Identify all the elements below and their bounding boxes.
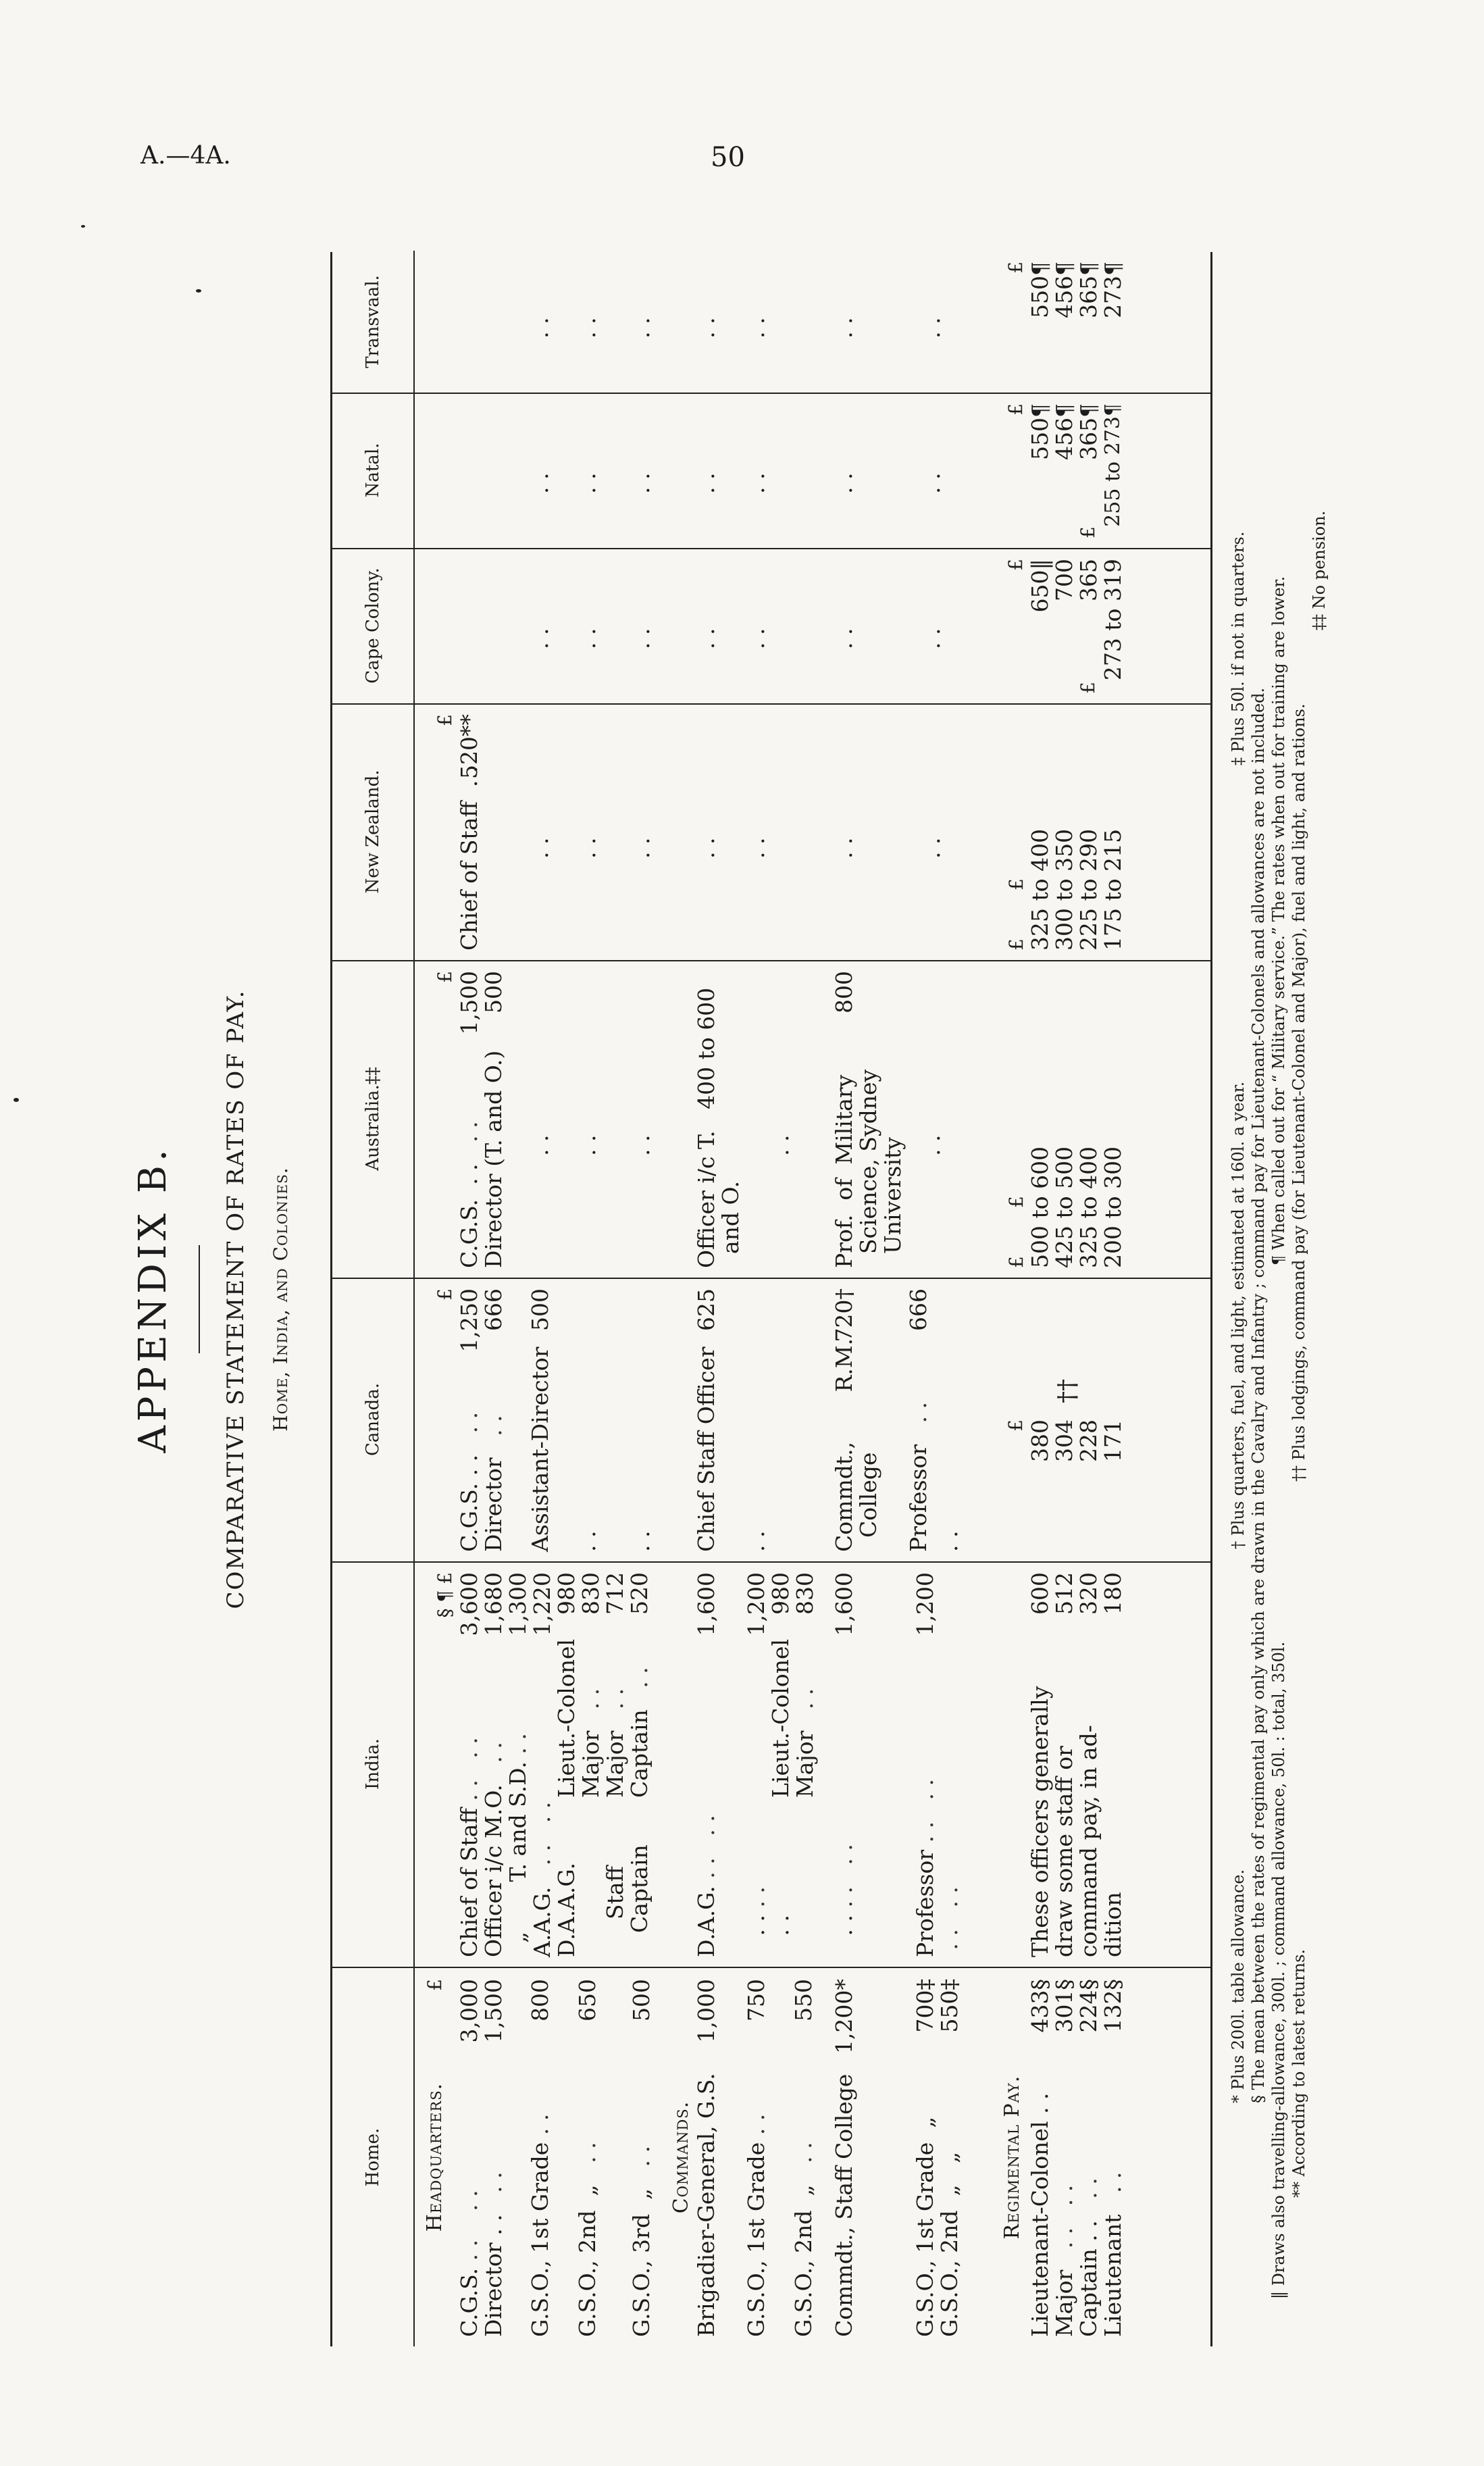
scan-speck xyxy=(14,1098,19,1102)
home-row-brigadier: Brigadier-General, G.S. xyxy=(693,2073,719,2337)
canada-value-chief-staff: 625 xyxy=(693,1288,719,1331)
home-row-gso3: G.S.O., 3rd „ . . xyxy=(628,2145,655,2337)
australia-row-blank1: . . xyxy=(527,1134,553,1156)
column-natal xyxy=(332,393,1210,549)
home-value-commdt: 1,200* xyxy=(831,1979,857,2054)
india-row-aag: A.A.G. . . . . xyxy=(529,1801,555,1957)
canada-row-cgs: C.G.S. . . . . xyxy=(456,1411,482,1552)
canada-row-college: College xyxy=(855,1452,881,1552)
india-value-cmd2-major: 830 xyxy=(792,1572,818,1615)
rates-of-pay-table xyxy=(330,252,1212,2346)
india-value-professor: 1,200 xyxy=(912,1572,938,1636)
transvaal-reg-currency: £ xyxy=(1004,261,1027,274)
canada-row-asst-director: Assistant-Director xyxy=(527,1347,553,1552)
column-header-transvaal: Transvaal. xyxy=(332,251,415,393)
india-sub-daag-ltcol: Lieut.-Colonel xyxy=(553,1638,580,1798)
india-value-cmd2-ltcol: 980 xyxy=(767,1572,794,1615)
australia-currency: £ xyxy=(434,971,456,983)
india-value-staff-captain: 520 xyxy=(626,1572,653,1615)
new-zealand-value-chief: 520** xyxy=(456,714,482,779)
india-sub-cmd2-ltcol: Lieut.-Colonel xyxy=(767,1638,794,1798)
india-currency: § ¶ £ xyxy=(434,1572,456,1618)
new-zealand-reg-value-ltcol: 325 to 400 xyxy=(1027,828,1053,951)
home-row-director: Director . . . . xyxy=(480,2171,507,2337)
new-zealand-row-chief: Chief of Staff . . xyxy=(456,765,482,951)
section-headquarters: Headquarters. xyxy=(423,2082,446,2232)
canada-value-commdt: 720† xyxy=(831,1288,857,1342)
canada-row-commdt: Commdt., R.M. xyxy=(831,1338,857,1552)
natal-reg-value-major: 456¶ xyxy=(1051,403,1077,460)
canada-value-cgs: 1,250 xyxy=(456,1288,482,1353)
column-header-canada: Canada. xyxy=(332,1278,415,1561)
column-canada xyxy=(332,1278,1210,1563)
column-australia xyxy=(332,960,1210,1279)
home-value-gso1: 800 xyxy=(527,1979,553,2021)
natal-row-blank6: . . xyxy=(831,472,857,494)
home-value-lieutenant: 132§ xyxy=(1100,1979,1126,2033)
column-header-new-zealand: New Zealand. xyxy=(332,703,415,960)
home-value-director: 1,500 xyxy=(480,1979,507,2043)
canada-reg-mark: †† xyxy=(1054,1379,1081,1403)
new-zealand-row-blank5: . . xyxy=(743,837,769,859)
home-row-gso2: G.S.O., 2nd „ . . xyxy=(574,2142,600,2337)
australia-reg-value-ltcol: 500 to 600 xyxy=(1027,1146,1053,1268)
natal-row-blank1: . . xyxy=(527,472,553,494)
india-regimental-note-3: command pay, in ad- xyxy=(1075,1725,1102,1957)
new-zealand-row-blank6: . . xyxy=(831,837,857,859)
australia-row-and-o: and O. xyxy=(717,1180,744,1268)
canada-row-professor: Professor . . xyxy=(905,1401,931,1552)
home-value-sc-gso2: 550‡ xyxy=(936,1979,963,2033)
cape-reg-value-captain: 365 xyxy=(1075,559,1102,601)
india-row-dag: D.A.G. . . . . xyxy=(693,1815,719,1957)
heading-rule xyxy=(199,1245,200,1353)
new-zealand-reg-value-lieutenant: 175 to 215 xyxy=(1100,828,1126,951)
india-row-daag: D.A.A.G. xyxy=(553,1862,580,1957)
home-row-ltcol: Lieutenant-Colonel . . xyxy=(1027,2092,1053,2337)
appendix-heading: APPENDIX B. xyxy=(131,1145,175,1453)
natal-reg-currency-2: £ xyxy=(1077,526,1099,538)
transvaal-row-blank5: . . xyxy=(743,317,769,338)
canada-row-blank4: . . xyxy=(936,1530,963,1552)
footnote-1: * Plus 200l. table allowance. xyxy=(1229,1869,1248,2103)
india-value-commdt: 1,600 xyxy=(831,1572,857,1636)
home-row-major: Major . . . . xyxy=(1051,2184,1077,2337)
home-value-major: 301§ xyxy=(1051,1979,1077,2033)
new-zealand-row-blank2: . . xyxy=(574,837,600,859)
home-row-gso1: G.S.O., 1st Grade . . xyxy=(527,2113,553,2337)
canada-reg-value-ltcol: 380 xyxy=(1027,1419,1053,1462)
column-header-natal: Natal. xyxy=(332,393,415,548)
australia-row-blank4: . . xyxy=(767,1134,794,1156)
column-cape-colony xyxy=(332,548,1210,705)
new-zealand-row-blank1: . . xyxy=(527,837,553,859)
india-sub-staff-major: Major . . xyxy=(602,1688,628,1798)
new-zealand-reg-value-major: 300 to 350 xyxy=(1051,828,1077,951)
cape-row-blank7: . . xyxy=(919,628,945,649)
cape-reg-value-major: 700 xyxy=(1051,559,1077,601)
footnote-8: †† Plus lodgings, command pay (for Lieutenant-Colonel and Major), fuel and light, and rations. xyxy=(1289,703,1308,1482)
india-sub-staff-captain: Captain . . xyxy=(626,1667,653,1798)
australia-value-director: 500 xyxy=(480,971,507,1013)
canada-reg-value-captain: 228 xyxy=(1075,1419,1102,1462)
transvaal-reg-value-captain: 365¶ xyxy=(1075,261,1102,318)
natal-row-blank4: . . xyxy=(693,472,719,494)
cape-row-blank1: . . xyxy=(527,628,553,649)
india-value-tsd: 1,300 xyxy=(505,1572,531,1636)
transvaal-reg-value-major: 456¶ xyxy=(1051,261,1077,318)
home-value-cmd-gso1: 750 xyxy=(743,1979,769,2021)
natal-row-blank3: . . xyxy=(628,472,655,494)
footnote-3: ‡ Plus 50l. if not in quarters. xyxy=(1229,531,1248,765)
column-header-india: India. xyxy=(332,1561,415,1967)
transvaal-row-blank4: . . xyxy=(693,317,719,338)
cape-row-blank6: . . xyxy=(831,628,857,649)
india-regimental-note-4: dition xyxy=(1100,1892,1126,1957)
cape-reg-value-ltcol: 650‖ xyxy=(1027,559,1053,613)
home-row-cmd-gso2: G.S.O., 2nd „ . . xyxy=(790,2142,817,2337)
canada-value-director: 666 xyxy=(480,1288,507,1331)
india-value-daag-ltcol: 980 xyxy=(553,1572,580,1615)
column-transvaal xyxy=(332,251,1210,394)
india-row-blank: . . . . xyxy=(936,1886,963,1957)
transvaal-reg-value-ltcol: 550¶ xyxy=(1027,261,1053,318)
cape-reg-currency-2: £ xyxy=(1077,682,1099,694)
new-zealand-row-blank7: . . xyxy=(919,837,945,859)
home-currency: £ xyxy=(424,1979,446,1991)
australia-reg-value-lieutenant: 200 to 300 xyxy=(1100,1146,1126,1268)
column-header-australia: Australia.‡‡ xyxy=(332,960,415,1278)
home-row-cgs: C.G.S. . . . . xyxy=(456,2190,482,2337)
home-row-sc-gso1: G.S.O., 1st Grade „ xyxy=(912,2116,938,2337)
natal-reg-currency: £ xyxy=(1004,403,1027,416)
home-row-cmd-gso1: G.S.O., 1st Grade . . xyxy=(743,2113,769,2337)
footnote-9: ‡‡ No pension. xyxy=(1310,510,1329,630)
page-number: 50 xyxy=(711,142,745,173)
india-value-staff-major: 712 xyxy=(602,1572,628,1615)
australia-value-prof: 800 xyxy=(831,971,857,1013)
home-row-sc-gso2: G.S.O., 2nd „ „ xyxy=(936,2151,963,2337)
india-regimental-note-2: draw some staff or xyxy=(1051,1746,1077,1957)
india-value-chief: 3,600 xyxy=(456,1572,482,1636)
australia-row-cgs: C.G.S. . . . . xyxy=(456,1121,482,1268)
canada-row-chief-staff: Chief Staff Officer xyxy=(693,1347,719,1552)
canada-reg-value-lieutenant: 171 xyxy=(1100,1419,1126,1462)
footnote-2: † Plus quarters, fuel, and light, estimated at 160l. a year. xyxy=(1229,1081,1248,1549)
natal-row-blank2: . . xyxy=(574,472,600,494)
home-value-cmd-gso2: 550 xyxy=(790,1979,817,2021)
scan-speck xyxy=(81,225,85,228)
india-row-professor: Professor . . . . xyxy=(912,1778,938,1957)
australia-row-director: Director (T. and O.) xyxy=(480,1050,507,1268)
column-header-home: Home. xyxy=(332,1968,415,2346)
australia-value-cgs: 1,500 xyxy=(456,971,482,1035)
new-zealand-reg-currency: £ £ xyxy=(1005,878,1027,951)
canada-value-professor: 666 xyxy=(905,1288,931,1331)
india-row-cmd1: . . . . xyxy=(743,1886,769,1957)
natal-reg-value-lieutenant: 255 to 273¶ xyxy=(1101,403,1125,527)
india-sub-daag-major: Major . . xyxy=(578,1688,604,1798)
home-value-cgs: 3,000 xyxy=(456,1979,482,2043)
new-zealand-row-blank4: . . xyxy=(693,837,719,859)
australia-row-officer-to: Officer i/c T. 400 to 600 xyxy=(693,987,719,1268)
canada-value-asst-director: 500 xyxy=(527,1288,553,1331)
india-sub-cmd2-major: Major . . xyxy=(792,1688,818,1798)
india-row-commdt: . . . . . . xyxy=(831,1844,857,1957)
india-reg-value-captain: 320 xyxy=(1075,1572,1102,1615)
australia-reg-currency: £ £ xyxy=(1005,1196,1027,1268)
transvaal-reg-value-lieutenant: 273¶ xyxy=(1100,261,1126,318)
india-reg-value-lieutenant: 180 xyxy=(1100,1572,1126,1615)
home-row-captain: Captain . . . . xyxy=(1075,2178,1102,2337)
transvaal-row-blank3: . . xyxy=(628,317,655,338)
india-row-mo: Officer i/c M.O. . . xyxy=(480,1742,507,1957)
table-subtitle: Home, India, and Colonies. xyxy=(270,1167,292,1432)
india-row-staff-captain: Captain xyxy=(626,1844,653,1933)
new-zealand-reg-value-captain: 225 to 290 xyxy=(1075,828,1102,951)
india-row-staff: Staff xyxy=(602,1866,628,1919)
home-value-gso3: 500 xyxy=(628,1979,655,2021)
home-value-brigadier: 1,000 xyxy=(693,1979,719,2043)
footnote-4: § The mean between the rates of regimental pay only which are drawn in the Cavalry and Infantry ; command pay for Lieutenant-Colonels and allowances are not included. xyxy=(1249,687,1268,2103)
natal-row-blank7: . . xyxy=(919,472,945,494)
india-row-cmd2: . . xyxy=(767,1915,794,1957)
cape-row-blank5: . . xyxy=(743,628,769,649)
column-india xyxy=(332,1561,1210,1968)
india-row-chief: Chief of Staff . . . . xyxy=(456,1737,482,1957)
australia-reg-value-major: 425 to 500 xyxy=(1051,1146,1077,1268)
new-zealand-currency: £ xyxy=(434,714,456,726)
natal-reg-value-captain: 365¶ xyxy=(1075,403,1102,460)
india-value-cmd1: 1,200 xyxy=(743,1572,769,1636)
section-commands: Commands. xyxy=(669,2100,693,2214)
transvaal-row-blank6: . . xyxy=(831,317,857,338)
australia-row-prof: Prof. of Military xyxy=(831,1074,857,1268)
canada-currency: £ xyxy=(434,1288,456,1301)
document-id: A.—4A. xyxy=(140,142,231,170)
footnote-5: ‖ Draws also travelling-allowance, 300l. ; command allowance, 50l. : total, 350l. xyxy=(1269,1641,1288,2299)
australia-row-science: Science, Sydney xyxy=(855,1069,881,1268)
home-row-lieutenant: Lieutenant . . xyxy=(1100,2171,1126,2337)
india-reg-value-major: 512 xyxy=(1051,1572,1077,1615)
india-reg-value-ltcol: 600 xyxy=(1027,1572,1053,1615)
india-value-daag-major: 830 xyxy=(578,1572,604,1615)
canada-reg-currency: £ xyxy=(1004,1419,1027,1432)
footnotes xyxy=(1229,279,1357,2319)
column-header-cape-colony: Cape Colony. xyxy=(332,548,415,703)
india-regimental-note-1: These officers generally xyxy=(1027,1686,1053,1957)
cape-row-blank2: . . xyxy=(574,628,600,649)
section-regimental-pay: Regimental Pay. xyxy=(1000,2075,1024,2240)
natal-row-blank5: . . xyxy=(743,472,769,494)
cape-reg-currency: £ xyxy=(1004,559,1027,571)
rotated-page-content xyxy=(107,252,1357,2346)
cape-reg-value-lieutenant: 273 to 319 xyxy=(1100,559,1126,681)
transvaal-row-blank2: . . xyxy=(574,317,600,338)
canada-reg-value-major: 304 xyxy=(1051,1419,1077,1462)
transvaal-row-blank7: . . xyxy=(919,317,945,338)
natal-reg-value-ltcol: 550¶ xyxy=(1027,403,1053,460)
home-value-ltcol: 433§ xyxy=(1027,1979,1053,2033)
india-row-tsd: „ T. and S.D. . . xyxy=(505,1733,531,1957)
home-value-sc-gso1: 700‡ xyxy=(912,1979,938,2033)
india-value-aag: 1,220 xyxy=(529,1572,555,1636)
india-value-dag: 1,600 xyxy=(693,1572,719,1636)
home-value-gso2: 650 xyxy=(574,1979,600,2021)
footnote-6: ¶ When called out for “ Military service.” The rates when out for training are lower. xyxy=(1269,576,1288,1265)
new-zealand-row-blank3: . . xyxy=(628,837,655,859)
australia-row-blank5: . . xyxy=(919,1134,945,1156)
transvaal-row-blank1: . . xyxy=(527,317,553,338)
australia-row-blank2: . . xyxy=(574,1134,600,1156)
india-value-mo: 1,680 xyxy=(480,1572,507,1636)
canada-row-director: Director . . xyxy=(480,1415,507,1552)
cape-row-blank3: . . xyxy=(628,628,655,649)
canada-row-blank3: . . xyxy=(743,1530,769,1552)
home-value-captain: 224§ xyxy=(1075,1979,1102,2033)
australia-row-university: University xyxy=(879,1137,906,1268)
australia-reg-value-captain: 325 to 400 xyxy=(1075,1146,1102,1268)
column-new-zealand xyxy=(332,703,1210,961)
footnote-7: ** According to latest returns. xyxy=(1289,1948,1308,2198)
table-title: COMPARATIVE STATEMENT OF RATES OF PAY. xyxy=(222,989,249,1609)
home-row-commdt: Commdt., Staff College xyxy=(831,2073,857,2337)
column-home xyxy=(332,1968,1210,2346)
canada-row-blank2: . . xyxy=(628,1530,655,1552)
canada-row-blank1: . . xyxy=(574,1530,600,1552)
australia-row-blank3: . . xyxy=(628,1134,655,1156)
cape-row-blank4: . . xyxy=(693,628,719,649)
scan-speck xyxy=(196,289,201,293)
